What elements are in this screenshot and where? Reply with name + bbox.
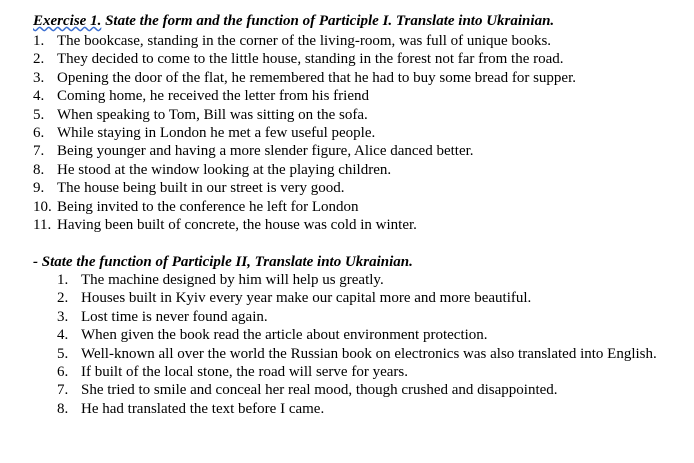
item-text: She tried to smile and conceal her real mood, though crushed and disappointed. <box>81 382 558 399</box>
item-text: They decided to come to the little house, standing in the forest not far from the road. <box>57 51 564 68</box>
item-number: 6. <box>57 364 69 381</box>
item-number: 6. <box>33 125 45 142</box>
list-item <box>57 308 666 326</box>
list-item <box>57 400 666 418</box>
list-item <box>57 381 666 399</box>
exercise-1-label: Exercise 1. <box>33 13 102 29</box>
item-number: 4. <box>57 327 69 344</box>
exercise-2-list <box>57 271 666 418</box>
list-item <box>33 87 576 105</box>
item-text: When given the book read the article about environment protection. <box>81 327 488 344</box>
item-text: The machine designed by him will help us greatly. <box>81 272 384 288</box>
list-item <box>33 106 576 124</box>
exercise-1-title: State the form and the function of Participle I. Translate into Ukrainian. <box>101 13 555 29</box>
item-text: Opening the door of the flat, he remembered that he had to buy some bread for supper. <box>57 69 577 86</box>
item-number: 1. <box>33 33 45 49</box>
list-item <box>57 345 666 363</box>
list-item <box>33 142 576 160</box>
item-number: 7. <box>57 382 69 399</box>
item-text: The house being built in our street is very good. <box>57 180 345 197</box>
item-text: Well-known all over the world the Russian book on electronics was also translated into English. <box>81 345 657 362</box>
exercise-1-list <box>33 32 576 234</box>
item-text: He had translated the text before I came. <box>81 400 325 417</box>
list-item <box>33 216 576 234</box>
item-number: 3. <box>33 69 45 86</box>
item-text: While staying in London he met a few useful people. <box>57 125 376 142</box>
exercise-1-heading <box>33 12 554 30</box>
item-number: 8. <box>33 161 45 178</box>
list-item <box>57 271 666 289</box>
item-text: Being younger and having a more slender figure, Alice danced better. <box>57 143 474 160</box>
item-number: 5. <box>33 106 45 123</box>
item-text: Being invited to the conference he left for London <box>57 198 359 215</box>
item-number: 9. <box>33 180 45 197</box>
list-item <box>33 32 576 50</box>
item-number: 3. <box>57 308 69 325</box>
list-item <box>57 363 666 381</box>
list-item <box>33 50 576 68</box>
item-text: If built of the local stone, the road will serve for years. <box>81 364 408 381</box>
item-number: 10. <box>33 198 52 215</box>
item-number: 7. <box>33 143 45 160</box>
list-item <box>33 198 576 216</box>
item-number: 4. <box>33 88 45 105</box>
item-text: Lost time is never found again. <box>81 308 268 325</box>
item-text: Coming home, he received the letter from his friend <box>57 88 369 105</box>
list-item <box>33 179 576 197</box>
list-item <box>33 161 576 179</box>
item-text: The bookcase, standing in the corner of the living-room, was full of unique books. <box>57 33 552 49</box>
item-number: 1. <box>57 272 69 288</box>
item-number: 11. <box>33 217 52 234</box>
item-text: When speaking to Tom, Bill was sitting on the sofa. <box>57 106 368 123</box>
item-text: He stood at the window looking at the playing children. <box>57 161 392 178</box>
item-text: Having been built of concrete, the house was cold in winter. <box>57 217 417 234</box>
item-number: 2. <box>33 51 45 68</box>
exercise-2-heading: - State the function of Participle II, Translate into Ukrainian. <box>33 254 413 270</box>
item-text: Houses built in Kyiv every year make our capital more and more beautiful. <box>81 290 532 307</box>
list-item <box>33 124 576 142</box>
list-item <box>57 289 666 307</box>
item-number: 2. <box>57 290 69 307</box>
item-number: 5. <box>57 345 69 362</box>
list-item <box>57 326 666 344</box>
item-number: 8. <box>57 400 69 417</box>
list-item <box>33 69 576 87</box>
